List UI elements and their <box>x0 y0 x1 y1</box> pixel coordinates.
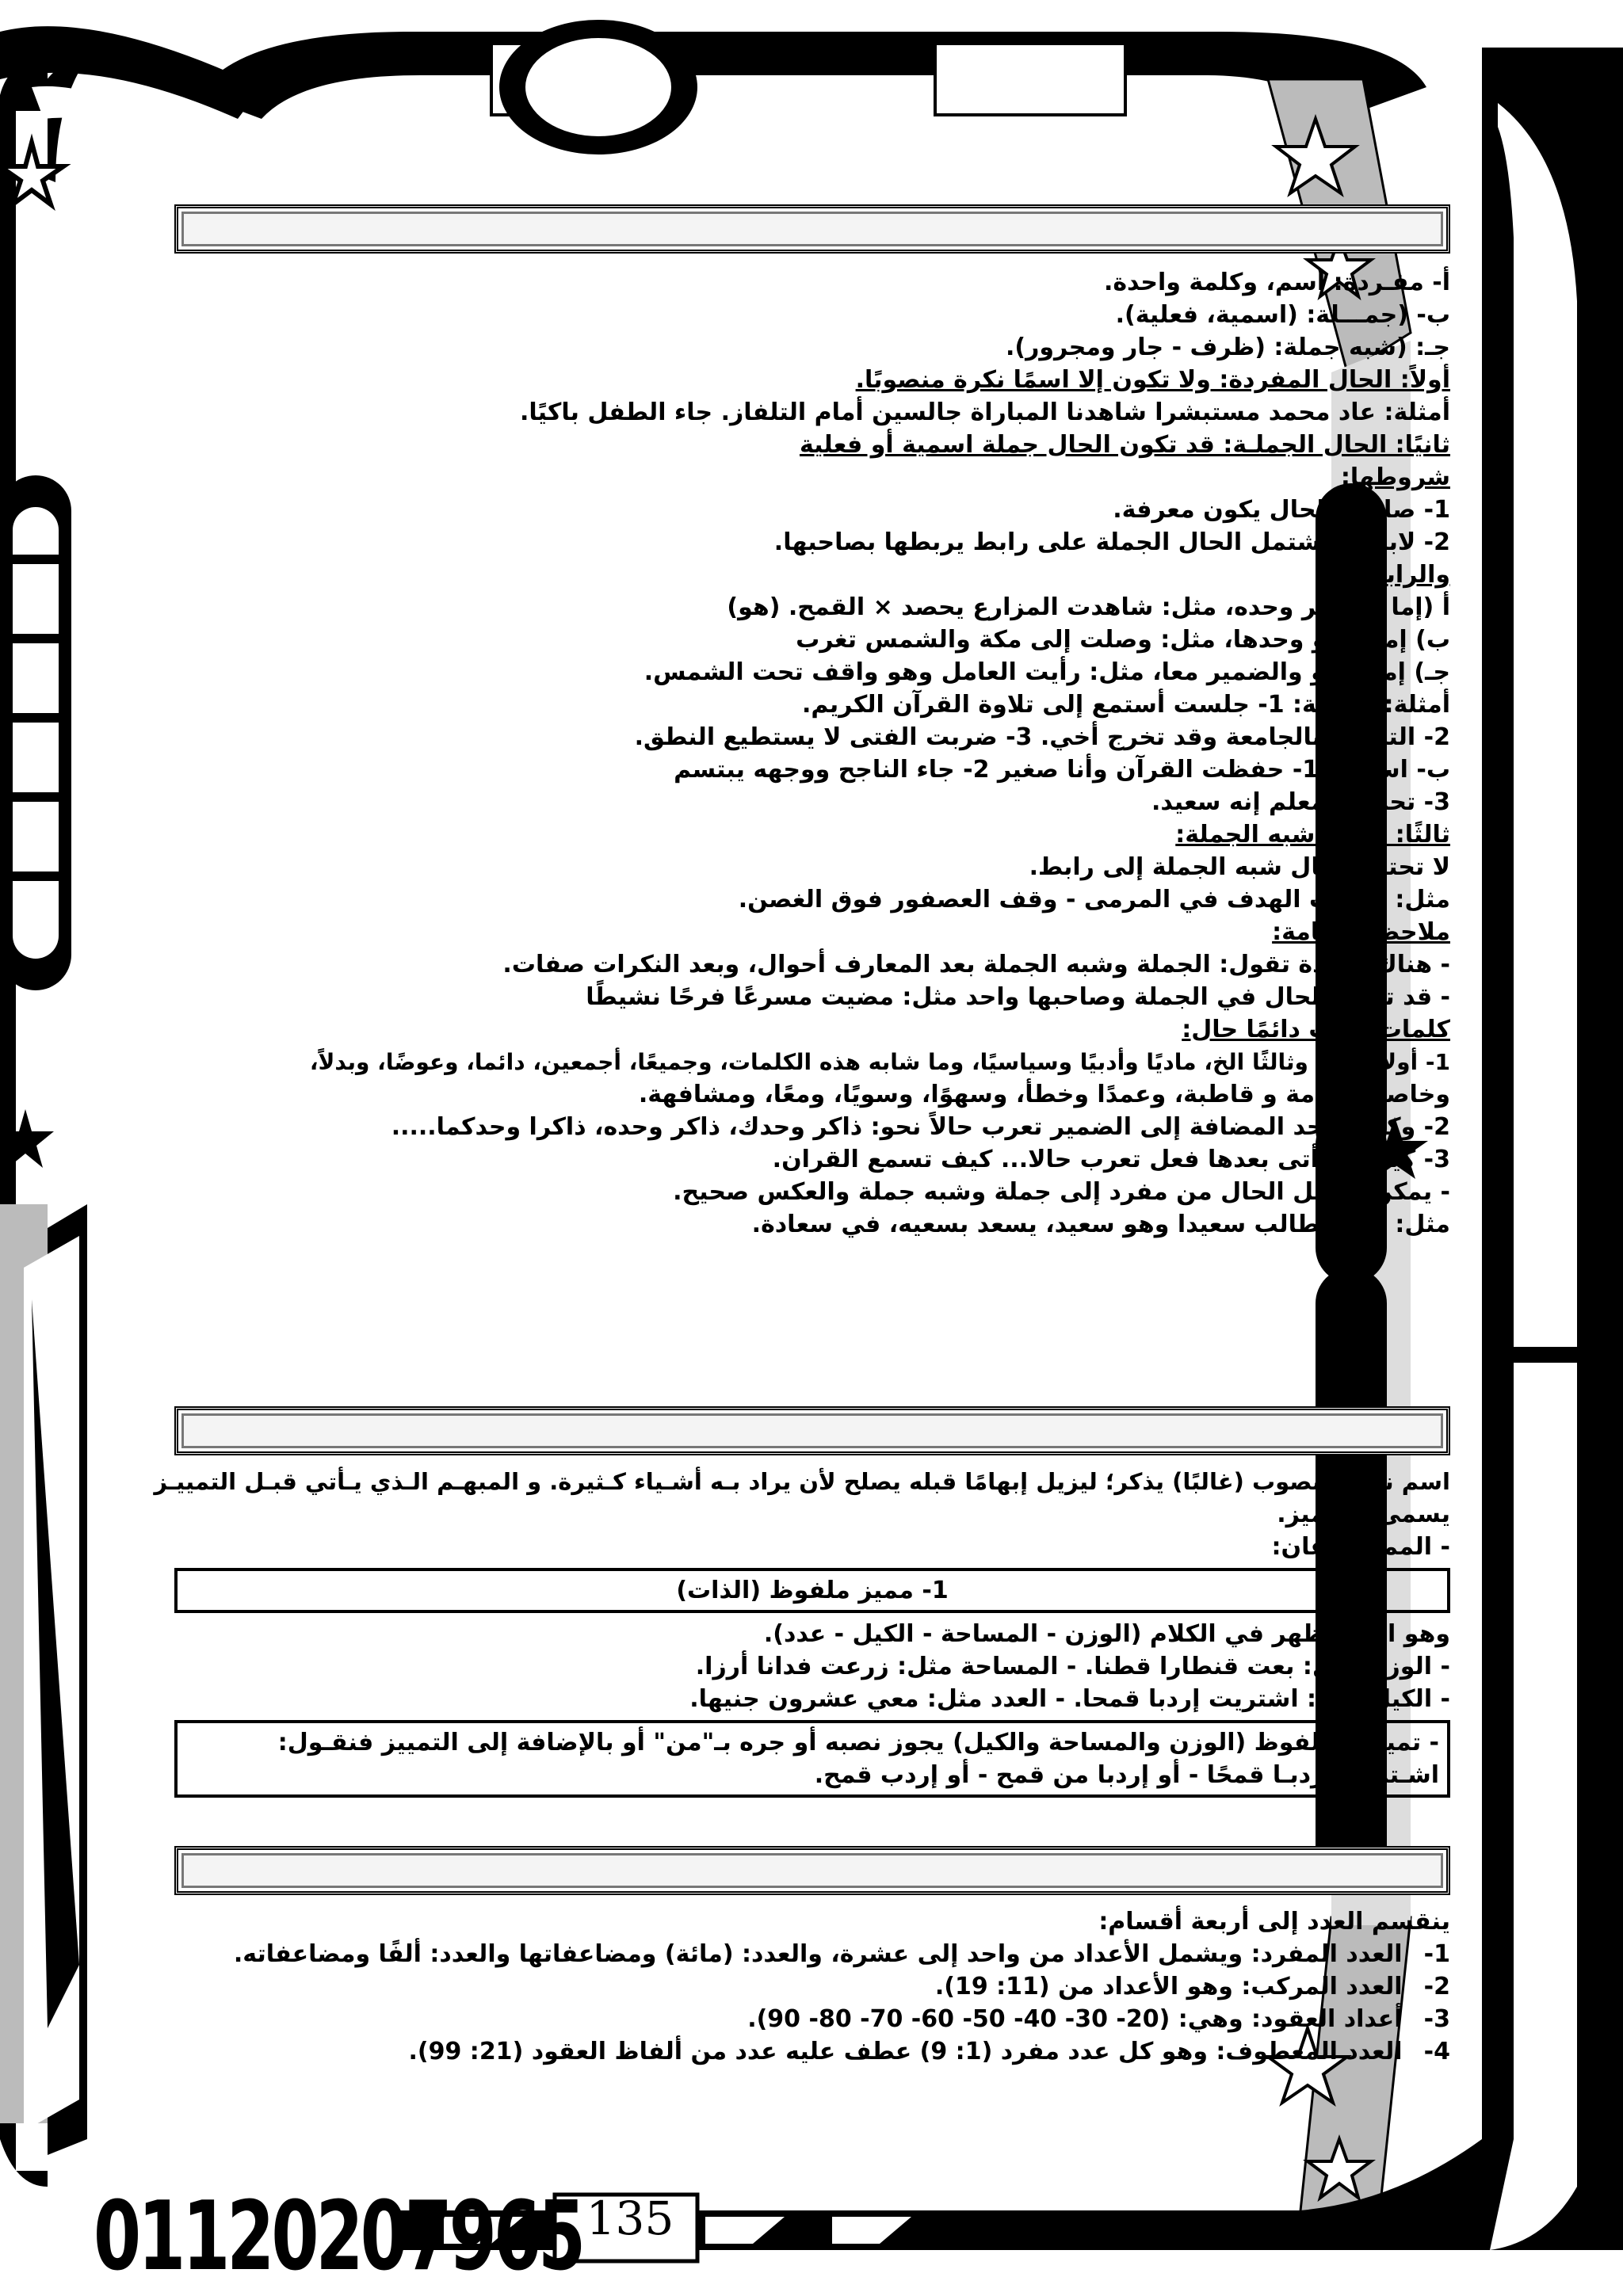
tamyeez-kinds-label: - المميز نوعان: <box>1271 1533 1450 1561</box>
adad-item-num: 4- <box>1423 2038 1450 2065</box>
adad-item-text: العدد المعطوف: وهو كل عدد مفرد (1: 9) عطف عليه عدد من ألفاظ العقود (21: 99). <box>408 2038 1403 2065</box>
page-number: 135 <box>586 2191 674 2245</box>
examples-heading: أمثلة: (فعلية: 1- جلست أستمع إلى تلاوة القرآن الكريم. <box>801 691 1450 719</box>
example-item: 3- تحدث المعلم إنه سعيد. <box>1151 788 1450 816</box>
example-item: ب- اسمية: 1- حفظت القرآن وأنا صغير 2- جاء الناجح ووجهه يبتسم <box>674 756 1450 784</box>
tamyeez-intro: اسم نكرة منصوب (غالبًا) يذكر؛ ليزيل إبهامًا قبله يصلح لأن يراد بـه أشـياء كـثيرة. و المبهـم الـذي يـأتي قبـل التمييـز <box>154 1468 1450 1495</box>
hal-type: ب- (جمـــلة: (اسمية، فعلية). <box>1115 301 1450 329</box>
adad-item <box>174 2003 1450 2035</box>
section-title-bar-hal <box>174 204 1450 254</box>
adad-item-text: العدد المفرد: ويشمل الأعداد من واحد إلى عشرة، والعدد: (مائة) ومضاعفاتها والعدد: ألفًا ومضاعفاته. <box>233 1940 1403 1968</box>
adad-item-text: أعداد العقود: وهي: (20- 30- 40- 50- 60- 70- 80- 90). <box>747 2005 1403 2033</box>
linker-label: والرابط: <box>1351 561 1450 589</box>
hal-type: جـ: (شبه جملة: (ظرف - جار ومجرور). <box>1006 334 1450 361</box>
section-title-bar-tamyeez <box>174 1406 1450 1455</box>
adad-item <box>174 1970 1450 2003</box>
always-hal-item: - يمكن تحويل الحال من مفرد إلى جملة وشبه جملة والعكس صحيح. <box>673 1178 1450 1206</box>
always-hal-item: مثل: أتى الطالب سعيدا وهو سعيد، يسعد بسعيه، في سعادة. <box>751 1211 1450 1238</box>
adad-item-num: 2- <box>1423 1973 1450 2000</box>
adad-item-num: 1- <box>1423 1940 1450 1968</box>
hal-type: أ- مفـردة: اسم، وكلمة واحدة. <box>1103 269 1450 296</box>
linker-item: ب) إما الواو وحدها، مثل: وصلت إلى مكة والشمس تغرب <box>796 626 1450 654</box>
section-tamyeez <box>154 1466 1450 1802</box>
section-title-bar-adad <box>174 1846 1450 1895</box>
tamyeez-line: وهو الذي يظهر في الكلام (الوزن - المساحة - الكيل - عدد). <box>763 1620 1450 1648</box>
adad-item <box>174 1938 1450 1970</box>
conditions-label: شروطها: <box>1340 463 1450 491</box>
always-hal-item: وخاصة، وعامة و قاطبة، وعمدًا وخطأ، وسهوًا، وسويًا، ومعًا، ومشافهة. <box>638 1081 1450 1108</box>
linker-item: أ (إما الضمير وحده، مثل: شاهدت المزارع يحصد × القمح. (هو) <box>727 593 1450 621</box>
third-line: لا تحتاج الحال شبه الجملة إلى رابط. <box>1029 853 1450 881</box>
notes-label: ملاحظات هامة: <box>1272 918 1450 946</box>
first-heading: أولاً: الحال المفردة: ولا تكون إلا اسمًا نكرة منصوبًا. <box>855 366 1450 394</box>
condition-item: 1- صاحب الحال يكون معرفة. <box>1113 496 1450 524</box>
tamyeez-line: - الوزن مثل: بعت قنطارا قطنا. - المساحة مثل: زرعت فدانا أرزا. <box>695 1653 1450 1680</box>
always-hal-label: كلمات تعرب دائمًا حال: <box>1182 1016 1450 1043</box>
note-item: - هناك قاعدة تقول: الجملة وشبه الجملة بعد المعارف أحوال، وبعد النكرات صفات. <box>502 951 1450 978</box>
second-heading: ثانيًا: الحال الجملـة: قد تكون الحال جملة اسمية أو فعلية <box>799 431 1450 459</box>
third-heading: ثالثًا: الحال شبه الجملة: <box>1175 821 1450 849</box>
footer-phone-number: 01120207965 <box>94 2180 583 2292</box>
note-item: - قد تتعدد الحال في الجملة وصاحبها واحد مثل: مضيت مسرعًا فرحًا نشيطًا <box>586 983 1450 1011</box>
always-hal-item: 2- وكلمة وحد المضافة إلى الضمير تعرب حالاً نحو: ذاكر وحدك، ذاكر وحده، ذاكرا وحدكما..... <box>391 1113 1450 1141</box>
linker-item: جـ) إما الواو والضمير معا، مثل: رأيت العامل وهو واقف تحت الشمس. <box>643 658 1450 686</box>
third-line: مثل: أحرزت الهدف في المرمى - وقف العصفور فوق الغصن. <box>738 886 1450 913</box>
tamyeez-line: - الكيل مثل: اشتريت إردبا قمحا. - العدد مثل: معي عشرون جنيها. <box>689 1685 1450 1713</box>
always-hal-item: 3- كيف إذا أتى بعدها فعل تعرب حالا... كيف تسمع القران. <box>772 1146 1450 1173</box>
adad-item-num: 3- <box>1423 2005 1450 2033</box>
section-adad <box>174 1905 1450 2068</box>
tamyeez-box-title: 1- مميز ملفوظ (الذات) <box>174 1568 1450 1613</box>
adad-item-text: العدد المركب: وهو الأعداد من (11: 19). <box>934 1973 1403 2000</box>
example-item: 2- التحقت بالجامعة وقد تخرج أخي. 3- ضربت الفتى لا يستطيع النطق. <box>634 723 1450 751</box>
tamyeez-note-box: - تمييز الملفوظ (الوزن والمساحة والكيل) يجوز نصبه أو جره بـ"من" أو بالإضافة إلى التمييز فنقـول: اشـتريت إردبـا قمحًا - أو إردبا من قمح - أو إردب قمح. <box>174 1720 1450 1798</box>
adad-item <box>174 2035 1450 2068</box>
condition-item: 2- لابد أن تشتمل الحال الجملة على رابط يربطها بصاحبها. <box>773 528 1450 556</box>
adad-intro: ينقسم العدد إلى أربعة أقسام: <box>1098 1908 1450 1936</box>
section-hal <box>174 266 1450 1241</box>
first-examples: أمثلة: عاد محمد مستبشرا شاهدنا المباراة جالسين أمام التلفاز. جاء الطفل باكيًا. <box>520 399 1450 426</box>
tamyeez-intro: يسمى: المميز. <box>1277 1501 1450 1528</box>
always-hal-item: 1- أولاً وثانيًا وثالثًا الخ، ماديًا وأدبيًا وسياسيًا، وما شابه هذه الكلمات، وجميعًا، أجمعين، دائما، وعوضًا، وبدلاً، <box>309 1049 1450 1075</box>
